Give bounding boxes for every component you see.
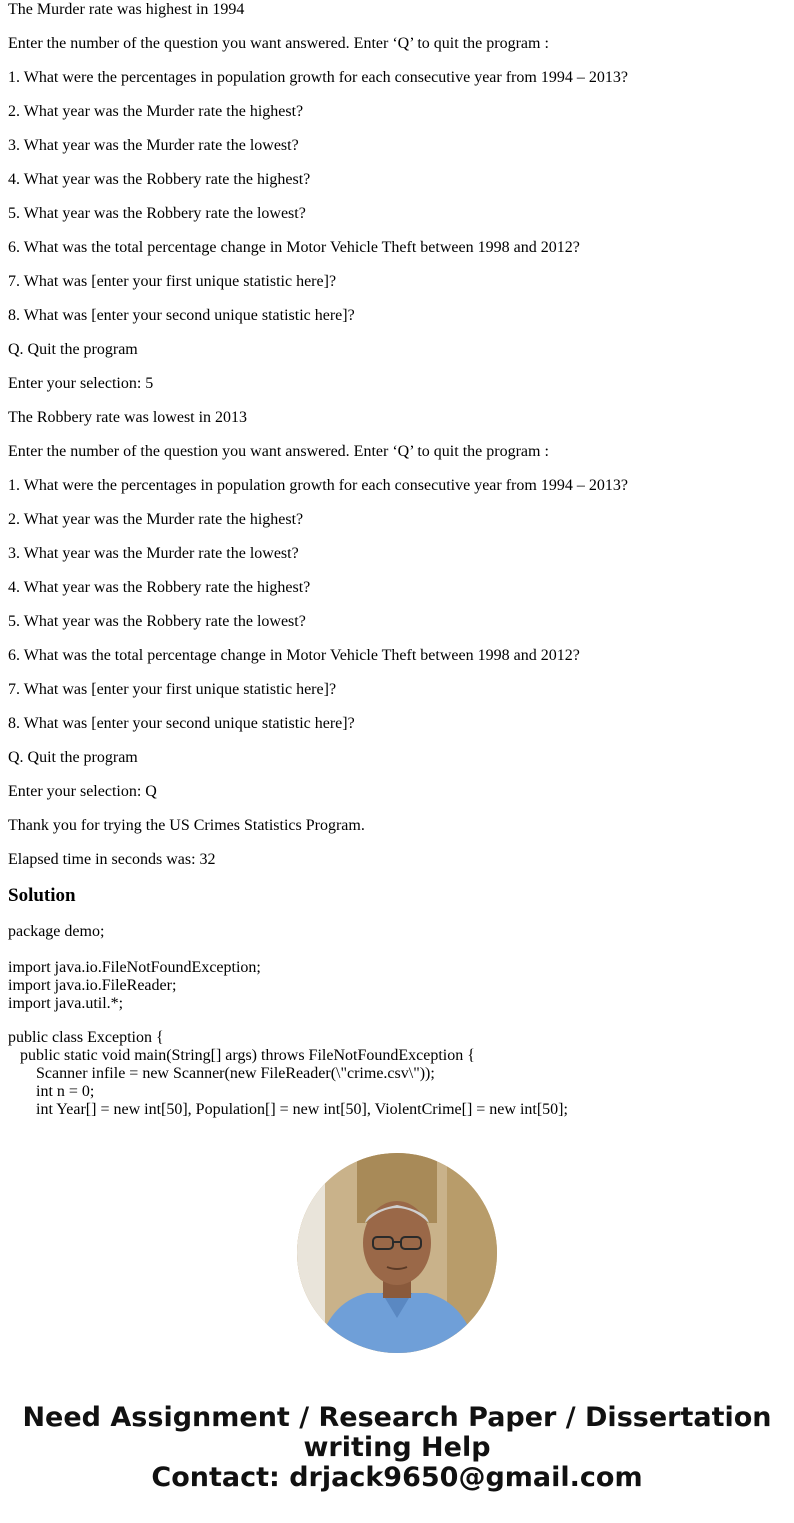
output-line: Elapsed time in seconds was: 32 [8,851,216,868]
avatar-photo [297,1153,497,1353]
code-line: public static void main(String[] args) throws FileNotFoundException { [8,1047,475,1064]
output-line: 4. What year was the Robbery rate the highest? [8,579,311,596]
output-line: 3. What year was the Murder rate the lowest? [8,545,299,562]
author-avatar [297,1153,497,1353]
code-line: import java.util.*; [8,995,124,1012]
banner-line-3: Contact: drjack9650@gmail.com [151,1462,643,1493]
code-line: public class Exception { [8,1029,164,1046]
output-line: 4. What year was the Robbery rate the highest? [8,171,311,188]
output-line: Q. Quit the program [8,341,138,358]
output-line: 1. What were the percentages in population growth for each consecutive year from 1994 – 2013? [8,69,628,86]
solution-code [8,923,788,1122]
output-line: Enter the number of the question you want answered. Enter ‘Q’ to quit the program : [8,443,549,460]
output-line: The Murder rate was highest in 1994 [8,1,245,18]
output-line: Enter your selection: 5 [8,375,154,392]
output-line: Thank you for trying the US Crimes Statistics Program. [8,817,365,834]
output-line: 6. What was the total percentage change in Motor Vehicle Theft between 1998 and 2012? [8,647,580,664]
code-line: import java.io.FileReader; [8,977,177,994]
output-line: Enter your selection: Q [8,783,157,800]
banner-line-2: writing Help [303,1432,491,1463]
code-line: int Year[] = new int[50], Population[] = new int[50], ViolentCrime[] = new int[50]; [8,1101,568,1118]
output-line: Q. Quit the program [8,749,138,766]
banner-line-1: Need Assignment / Research Paper / Dissertation [22,1402,772,1433]
output-line: 8. What was [enter your second unique statistic here]? [8,307,355,324]
code-line: int n = 0; [8,1083,95,1100]
promo-banner [0,1403,794,1493]
output-line: 2. What year was the Murder rate the highest? [8,511,304,528]
output-line: 6. What was the total percentage change in Motor Vehicle Theft between 1998 and 2012? [8,239,580,256]
code-line: package demo; [8,923,105,940]
solution-heading: Solution [8,885,76,906]
output-line: 3. What year was the Murder rate the lowest? [8,137,299,154]
output-line: Enter the number of the question you want answered. Enter ‘Q’ to quit the program : [8,35,549,52]
output-line: 8. What was [enter your second unique statistic here]? [8,715,355,732]
output-line: 2. What year was the Murder rate the highest? [8,103,304,120]
output-line: 5. What year was the Robbery rate the lowest? [8,205,306,222]
output-line: 1. What were the percentages in population growth for each consecutive year from 1994 – 2013? [8,477,628,494]
output-line: The Robbery rate was lowest in 2013 [8,409,248,426]
code-line: Scanner infile = new Scanner(new FileReader(\"crime.csv\")); [8,1065,435,1082]
output-line: 7. What was [enter your first unique statistic here]? [8,681,337,698]
code-line: import java.io.FileNotFoundException; [8,959,261,976]
output-line: 5. What year was the Robbery rate the lowest? [8,613,306,630]
output-line: 7. What was [enter your first unique statistic here]? [8,273,337,290]
